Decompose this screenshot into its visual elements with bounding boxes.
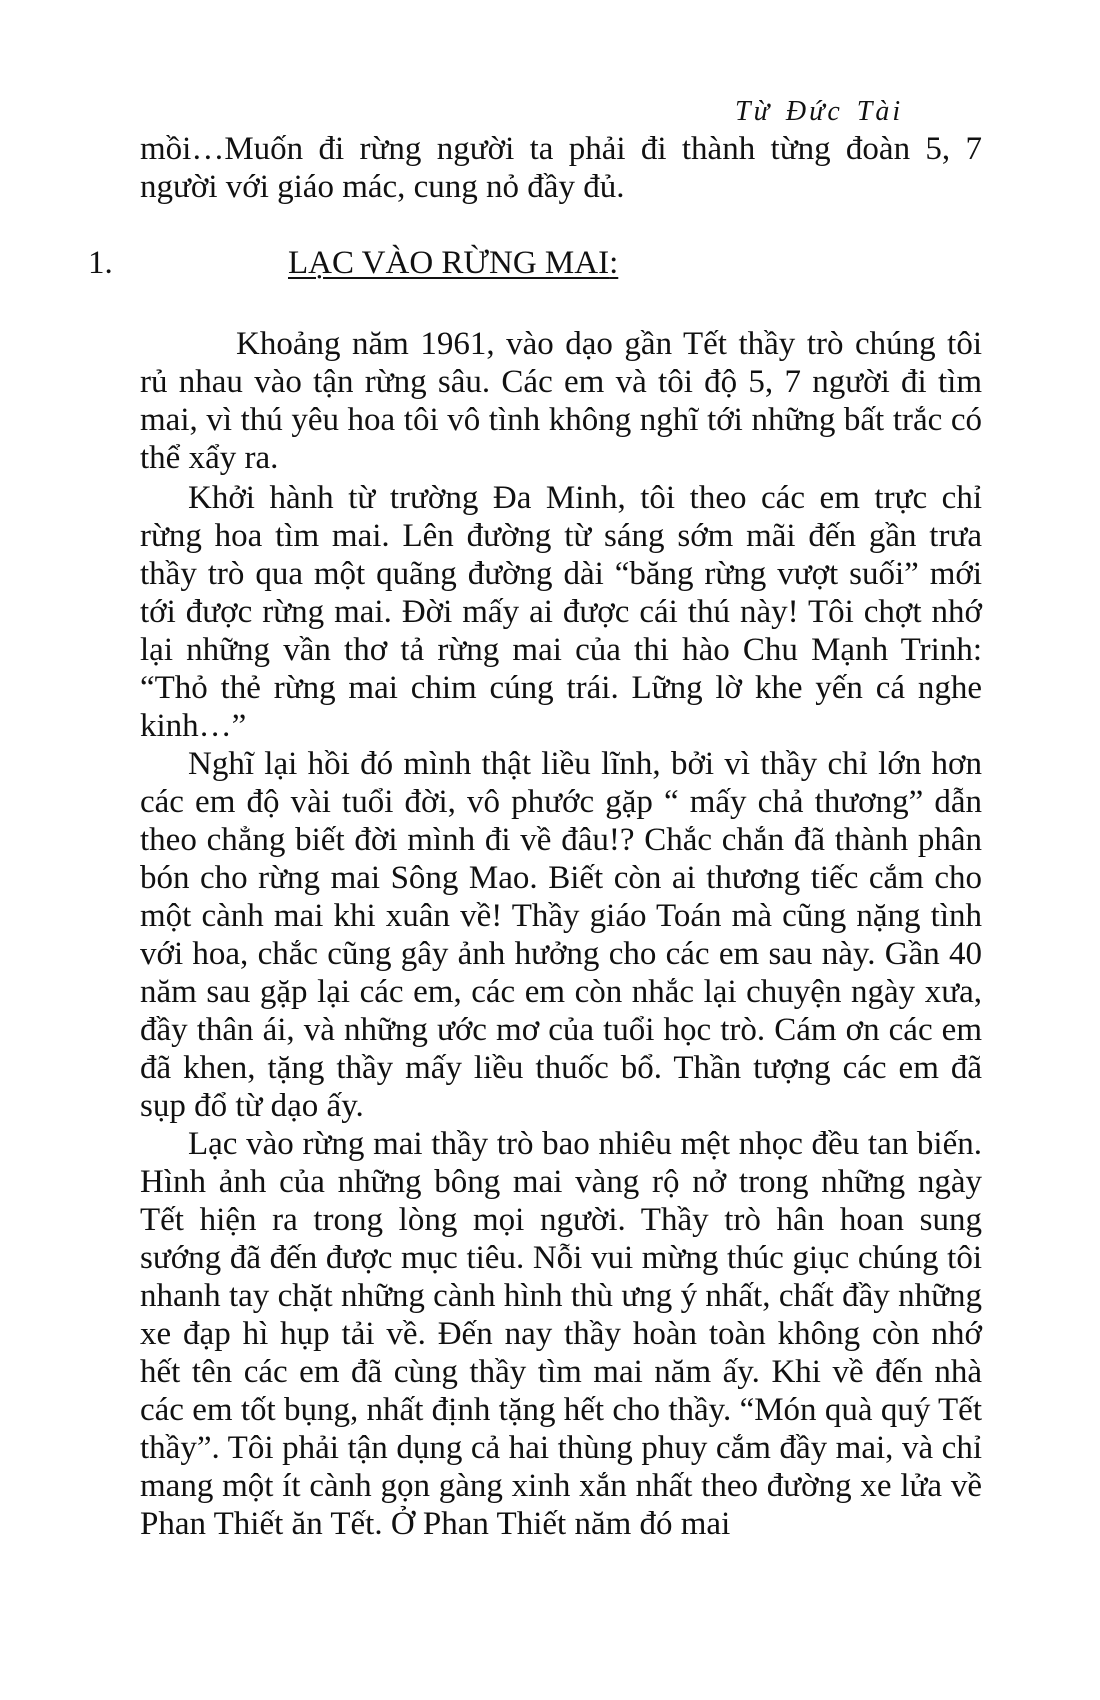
section-title-colon: : xyxy=(609,245,619,281)
paragraph-4: Lạc vào rừng mai thầy trò bao nhiêu mệt nhọc đều tan biến. Hình ảnh của những bông mai vàng rộ nở trong những ngày Tết hiện ra trong lòng mọi người. Thầy trò hân hoan sung sướng đã đến được mục tiêu. Nỗi vui mừng thúc giục chúng tôi nhanh tay chặt những cành hình thù ưng ý nhất, chất đầy những xe đạp hì hụp tải về. Đến nay thầy hoàn toàn không còn nhớ hết tên các em đã cùng thầy tìm mai năm ấy. Khi về đến nhà các em tốt bụng, nhất định tặng hết cho thầy. “Món quà quý Tết thầy”. Tôi phải tận dụng cả hai thùng phuy cắm đầy mai, và chỉ mang một ít cành gọn gàng xinh xắn nhất theo đường xe lửa về Phan Thiết ăn Tết. Ở Phan Thiết năm đó mai xyxy=(140,1126,982,1542)
running-header-author: Từ Đức Tài xyxy=(735,96,904,127)
section-number: 1. xyxy=(88,245,113,281)
section-title: LẠC VÀO RỪNG MAI xyxy=(288,245,610,281)
section-heading xyxy=(88,244,988,284)
paragraph-2: Khởi hành từ trường Đa Minh, tôi theo các em trực chỉ rừng hoa tìm mai. Lên đường từ sáng sớm mãi đến gần trưa thầy trò qua một quãng đường dài “băng rừng vượt suối” mới tới được rừng mai. Đời mấy ai được cái thú này! Tôi chợt nhớ lại những vần thơ tả rừng mai của thi hào Chu Mạnh Trinh: “Thỏ thẻ rừng mai chim cúng trái. Lững lờ khe yến cá nghe kinh…” xyxy=(140,480,982,744)
section-body xyxy=(140,325,982,1543)
section-title-wrap xyxy=(288,244,618,282)
intro-paragraph: mồi…Muốn đi rừng người ta phải đi thành từng đoàn 5, 7 người với giáo mác, cung nỏ đầy đủ. xyxy=(140,131,982,205)
paragraph-3: Nghĩ lại hồi đó mình thật liều lĩnh, bởi vì thầy chỉ lớn hơn các em độ vài tuổi đời, vô phước gặp “ mấy chả thương” dẫn theo chẳng biết đời mình đi về đâu!? Chắc chắn đã thành phân bón cho rừng mai Sông Mao. Biết còn ai thương tiếc cắm cho một cành mai khi xuân về! Thầy giáo Toán mà cũng nặng tình với hoa, chắc cũng gây ảnh hưởng cho các em sau này. Gần 40 năm sau gặp lại các em, các em còn nhắc lại chuyện ngày xưa, đầy thân ái, và những ước mơ của tuổi học trò. Cám ơn các em đã khen, tặng thầy mấy liều thuốc bổ. Thần tượng các em đã sụp đổ từ dạo ấy. xyxy=(140,746,982,1124)
paragraph-1: Khoảng năm 1961, vào dạo gần Tết thầy trò chúng tôi rủ nhau vào tận rừng sâu. Các em và tôi độ 5, 7 người đi tìm mai, vì thú yêu hoa tôi vô tình không nghĩ tới những bất trắc có thể xẩy ra. xyxy=(140,326,982,476)
